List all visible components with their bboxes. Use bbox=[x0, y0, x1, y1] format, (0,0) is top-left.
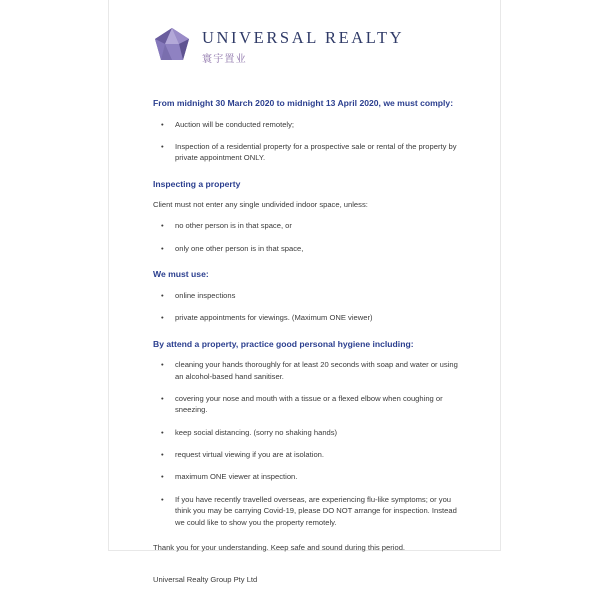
list-item bbox=[153, 393, 467, 416]
list-item bbox=[153, 471, 467, 482]
company-logo bbox=[153, 26, 467, 68]
bullet-icon: • bbox=[161, 243, 164, 253]
list-item-text: request virtual viewing if you are at isolation. bbox=[175, 450, 324, 460]
list-item bbox=[153, 220, 467, 231]
list-item bbox=[153, 312, 467, 323]
document-page bbox=[109, 0, 500, 585]
list-item-text: Inspection of a residential property for a prospective sale or rental of the property by private appointment ONLY. bbox=[175, 141, 457, 163]
list-item bbox=[153, 243, 467, 254]
list-item-text: keep social distancing. (sorry no shaking hands) bbox=[175, 427, 338, 437]
heading-inspecting-a-property: Inspecting a property bbox=[153, 178, 241, 189]
logo-text bbox=[202, 29, 404, 65]
bullet-icon: • bbox=[161, 450, 164, 460]
list-item-text: If you have recently travelled overseas, are experiencing flu-like symptoms; or you think you may be carrying Covid-19, please DO NOT arrange for inspection. Instead we could like to show you the property remotely. bbox=[175, 494, 457, 527]
heading-we-must-use: We must use: bbox=[153, 269, 209, 280]
bullet-icon: • bbox=[161, 119, 164, 129]
heading-personal-hygiene: By attend a property, practice good personal hygiene including: bbox=[153, 338, 414, 349]
paragraph-closing: Thank you for your understanding. Keep safe and sound during this period. bbox=[153, 543, 406, 553]
list-item bbox=[153, 494, 467, 528]
list-item bbox=[153, 359, 467, 382]
bullet-icon: • bbox=[161, 290, 164, 300]
page-gutter-right bbox=[500, 0, 609, 550]
bullet-icon: • bbox=[161, 360, 164, 370]
list-item bbox=[153, 449, 467, 460]
list-item-text: cleaning your hands thoroughly for at least 20 seconds with soap and water or using an alcohol-based hand sanitiser. bbox=[175, 360, 458, 381]
page-gutter-left bbox=[0, 0, 109, 550]
bullet-icon: • bbox=[161, 221, 164, 231]
list-item-text: covering your nose and mouth with a tissue or a flexed elbow when coughing or sneezing. bbox=[175, 393, 443, 415]
list-item-text: private appointments for viewings. (Maximum ONE viewer) bbox=[175, 313, 373, 323]
list-item-text: Auction will be conducted remotely; bbox=[175, 119, 295, 129]
list-item-text: online inspections bbox=[175, 290, 236, 300]
bullet-icon: • bbox=[161, 313, 164, 323]
bullet-icon: • bbox=[161, 494, 164, 504]
list-item bbox=[153, 119, 467, 130]
bullet-icon: • bbox=[161, 472, 164, 482]
list-item bbox=[153, 290, 467, 301]
heading-compliance-period: From midnight 30 March 2020 to midnight 13 April 2020, we must comply: bbox=[153, 98, 454, 108]
diamond-gem-icon bbox=[153, 26, 191, 68]
signoff-company: Universal Realty Group Pty Ltd bbox=[153, 575, 258, 585]
bullet-icon: • bbox=[161, 393, 164, 403]
paragraph-indoor-space: Client must not enter any single undivided indoor space, unless: bbox=[153, 200, 368, 210]
list-item bbox=[153, 427, 467, 438]
bullet-icon: • bbox=[161, 141, 164, 151]
list-item-text: maximum ONE viewer at inspection. bbox=[175, 472, 298, 482]
logo-company-name: UNIVERSAL REALTY bbox=[202, 27, 405, 47]
logo-company-name-cn: 寰宇置业 bbox=[202, 54, 247, 66]
list-item-text: no other person is in that space, or bbox=[175, 221, 292, 231]
bullet-icon: • bbox=[161, 427, 164, 437]
list-item bbox=[153, 141, 467, 164]
list-item-text: only one other person is in that space, bbox=[175, 243, 304, 253]
